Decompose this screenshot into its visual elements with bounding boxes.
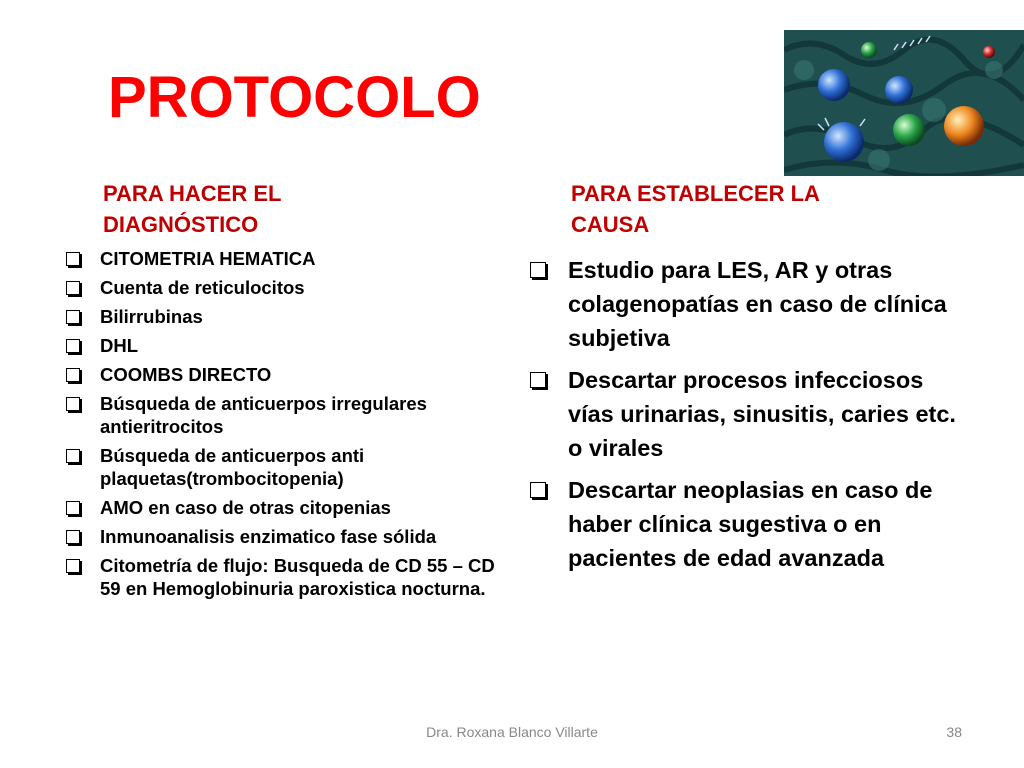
list-item: Búsqueda de anticuerpos anti plaquetas(trombocitopenia) <box>66 444 506 490</box>
list-item: Bilirrubinas <box>66 305 506 328</box>
checkbox-bullet-icon <box>66 368 80 382</box>
checkbox-bullet-icon <box>66 310 80 324</box>
checkbox-bullet-icon <box>66 397 80 411</box>
checkbox-bullet-icon <box>66 530 80 544</box>
checkbox-bullet-icon <box>66 449 80 463</box>
slide-page-number: 38 <box>946 724 962 740</box>
slide-title: PROTOCOLO <box>108 65 481 130</box>
checkbox-bullet-icon <box>530 262 546 278</box>
right-column-heading: PARA ESTABLECER LA CAUSA <box>571 181 820 237</box>
cell-illustration-image <box>784 30 1024 176</box>
list-item: Descartar neoplasias en caso de haber clínica sugestiva o en pacientes de edad avanzada <box>530 473 970 575</box>
slide-footer: Dra. Roxana Blanco Villarte <box>426 724 598 740</box>
list-item: Búsqueda de anticuerpos irregulares antieritrocitos <box>66 392 506 438</box>
list-item: COOMBS DIRECTO <box>66 363 506 386</box>
checkbox-bullet-icon <box>66 339 80 353</box>
diagnosis-list <box>66 247 506 606</box>
list-item: Descartar procesos infecciosos vías urinarias, sinusitis, caries etc. o virales <box>530 363 970 465</box>
list-item: Citometría de flujo: Busqueda de CD 55 – CD 59 en Hemoglobinuria paroxistica nocturna. <box>66 554 506 600</box>
list-item: Cuenta de reticulocitos <box>66 276 506 299</box>
checkbox-bullet-icon <box>66 281 80 295</box>
checkbox-bullet-icon <box>530 372 546 388</box>
cause-list <box>530 253 970 583</box>
checkbox-bullet-icon <box>530 482 546 498</box>
list-item: DHL <box>66 334 506 357</box>
list-item: Inmunoanalisis enzimatico fase sólida <box>66 525 506 548</box>
list-item: CITOMETRIA HEMATICA <box>66 247 506 270</box>
list-item: Estudio para LES, AR y otras colagenopatías en caso de clínica subjetiva <box>530 253 970 355</box>
list-item: AMO en caso de otras citopenias <box>66 496 506 519</box>
checkbox-bullet-icon <box>66 559 80 573</box>
checkbox-bullet-icon <box>66 501 80 515</box>
left-column-heading: PARA HACER EL DIAGNÓSTICO <box>103 181 282 237</box>
checkbox-bullet-icon <box>66 252 80 266</box>
